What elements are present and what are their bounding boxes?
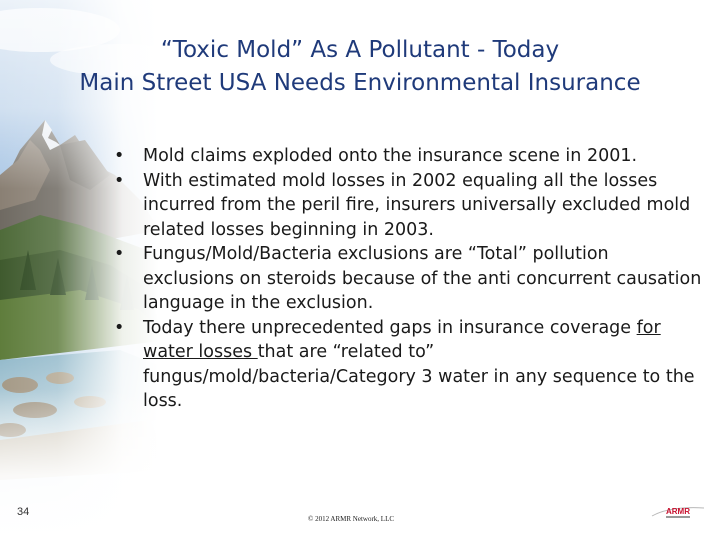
bullet-text: Fungus/Mold/Bacteria exclusions are “Total” pollution exclusions on steroids because of the anti concurrent causation language in the exclusion. bbox=[143, 244, 702, 313]
title-line-2: Main Street USA Needs Environmental Insurance bbox=[79, 70, 641, 96]
bullet-item bbox=[112, 242, 702, 316]
bullet-dot: • bbox=[114, 146, 125, 166]
bullet-item bbox=[112, 169, 702, 243]
page-number: 34 bbox=[17, 506, 30, 518]
bullet-list bbox=[112, 144, 702, 414]
bullet-dot: • bbox=[114, 244, 125, 264]
armr-logo bbox=[650, 502, 706, 522]
bullet-text-underlined: for water losses bbox=[143, 317, 661, 362]
title-line-1: “Toxic Mold” As A Pollutant - Today bbox=[160, 37, 560, 63]
copyright-footer: © 2012 ARMR Network, LLC bbox=[308, 515, 395, 523]
bullet-dot: • bbox=[114, 170, 125, 191]
bullet-item bbox=[112, 144, 702, 169]
bullet-text-start: Today there unprecedented gaps in insurance coverage bbox=[143, 317, 637, 338]
bullet-text-end: that are “related to” fungus/mold/bacteria/Category 3 water in any sequence to the loss. bbox=[143, 342, 695, 411]
bullet-text: With estimated mold losses in 2002 equaling all the losses incurred from the peril fire, insurers universally excluded mold related losses beginning in 2003. bbox=[143, 170, 691, 240]
bullet-item bbox=[112, 316, 702, 414]
svg-text:ARMR: ARMR bbox=[666, 507, 690, 516]
bullet-text: Mold claims exploded onto the insurance scene in 2001. bbox=[143, 146, 638, 166]
slide-title bbox=[20, 34, 700, 100]
bullet-dot: • bbox=[114, 317, 125, 338]
